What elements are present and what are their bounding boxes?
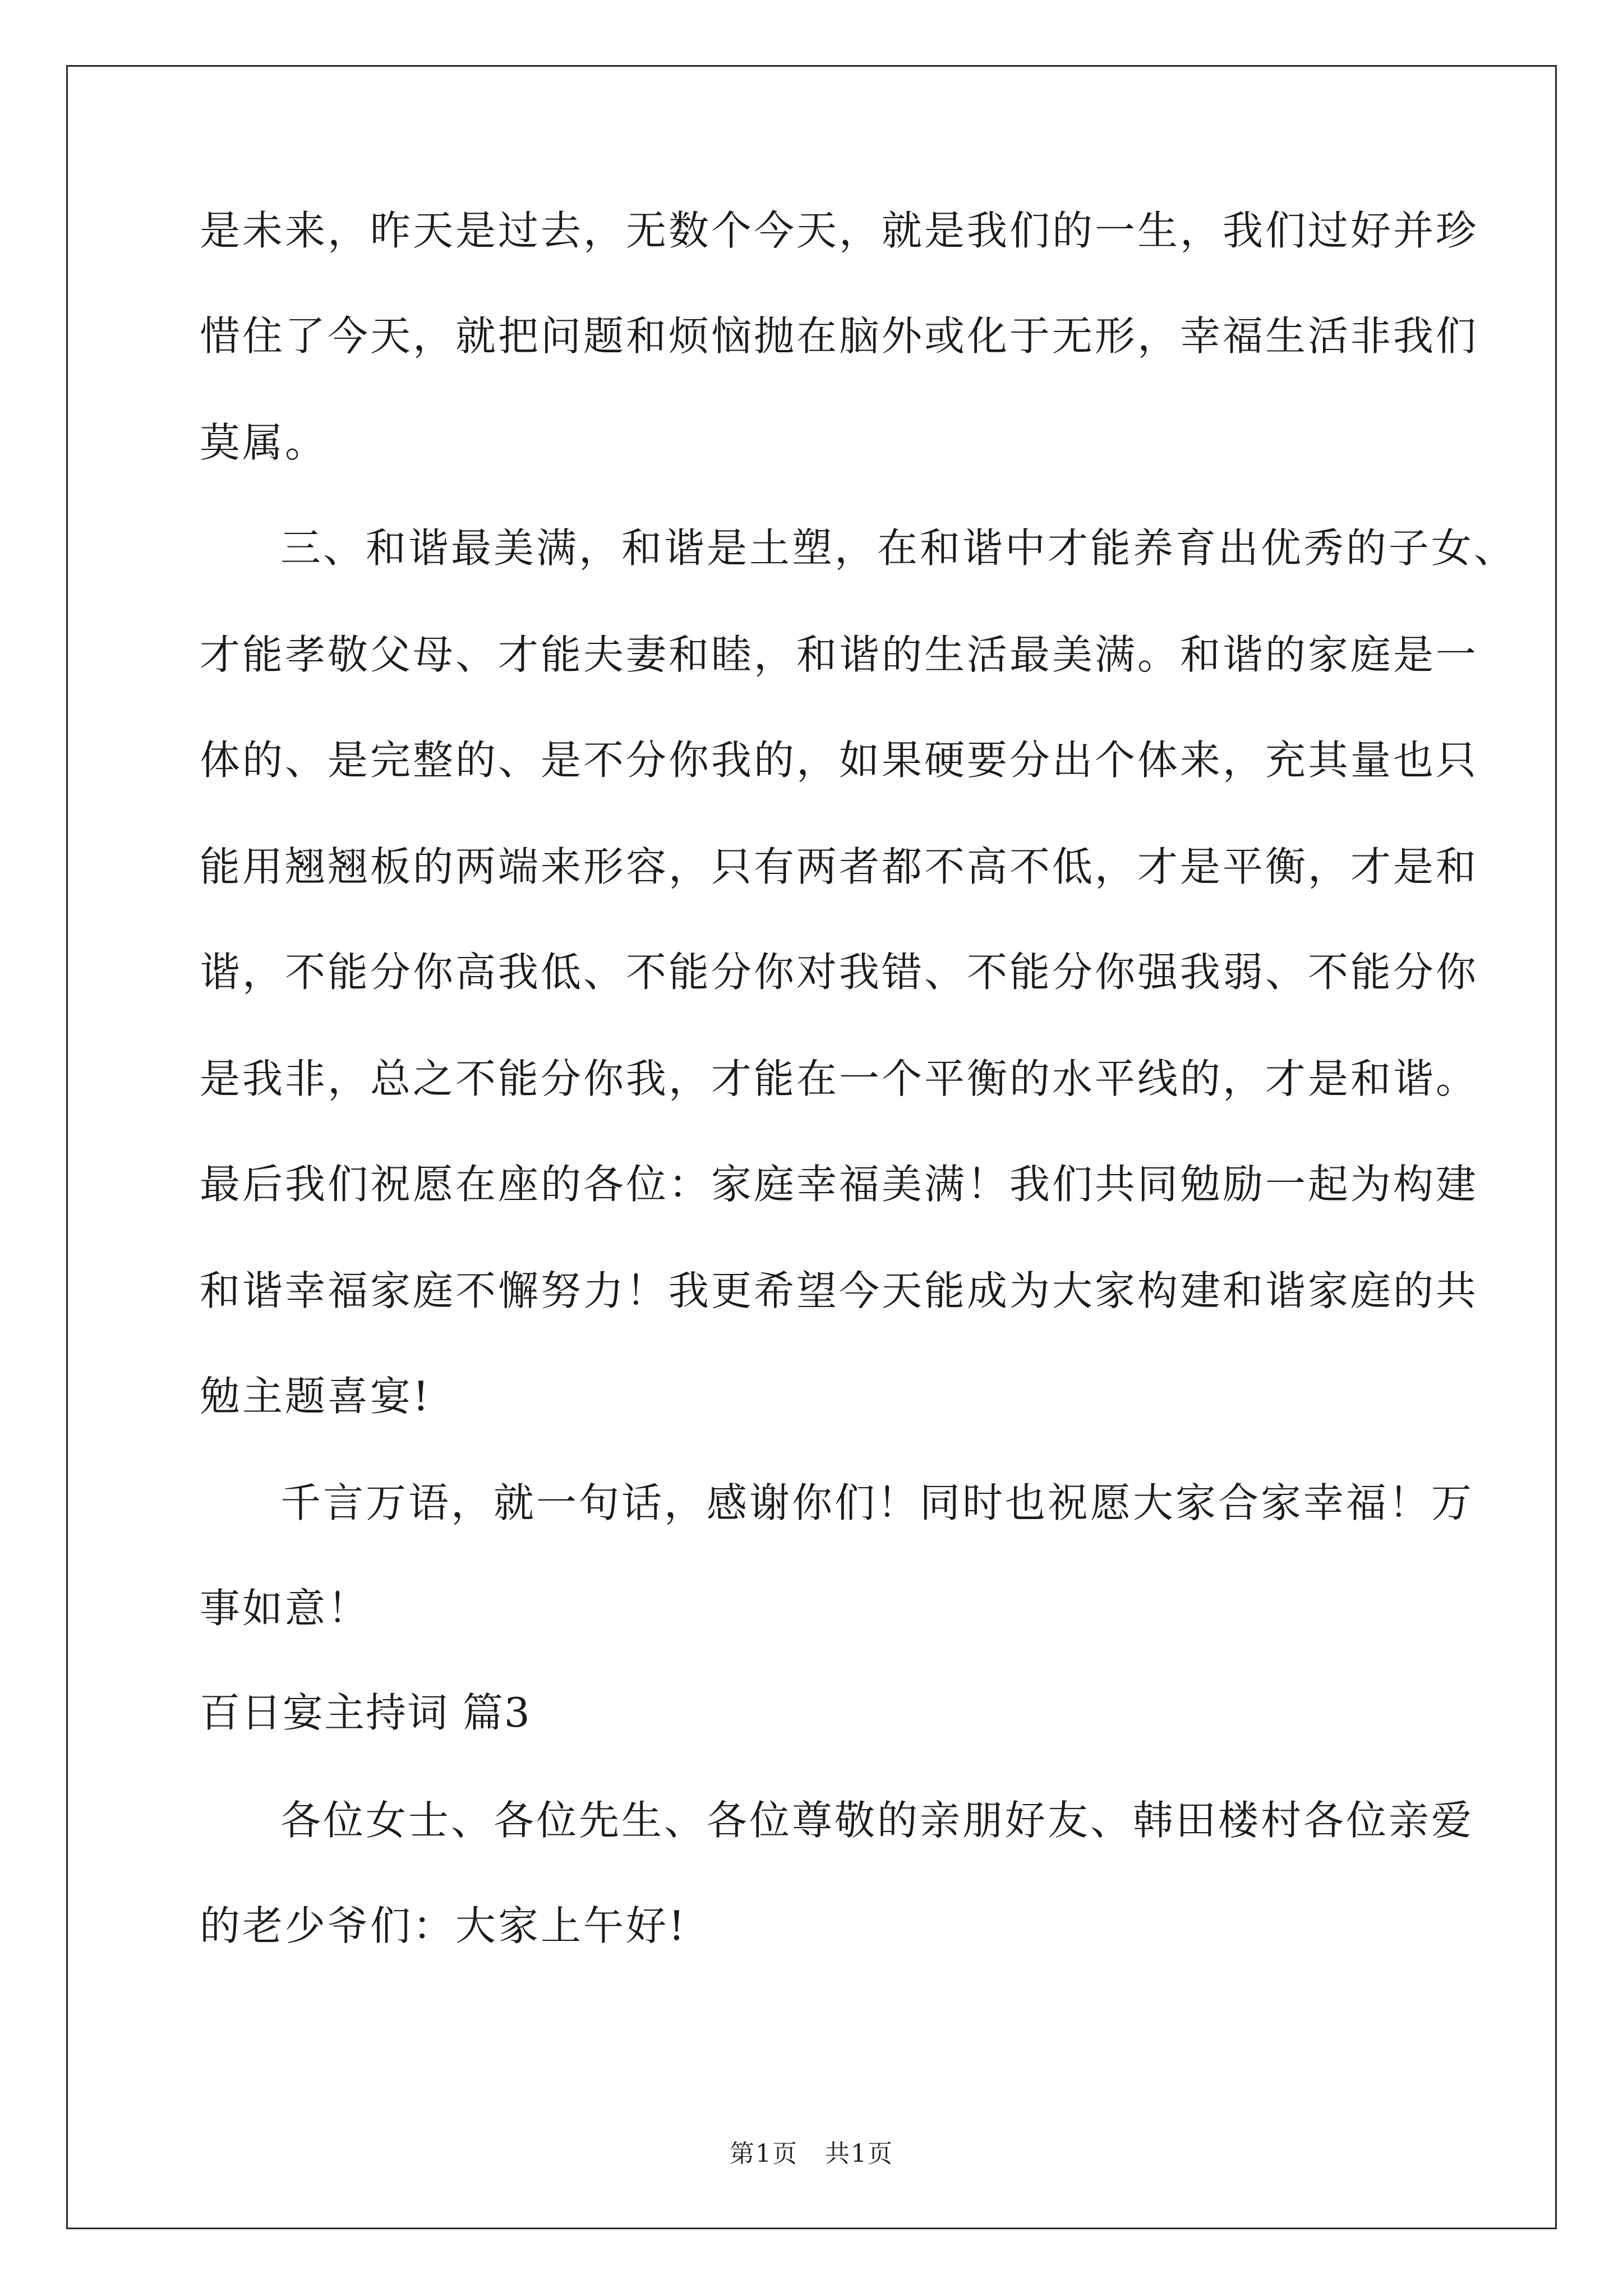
text-line: 谐，不能分你高我低、不能分你对我错、不能分你强我弱、不能分你 [200,949,1479,996]
text-line: 最后我们祝愿在座的各位：家庭幸福美满！我们共同勉励一起为构建 [200,1161,1479,1208]
text-line: 是我非，总之不能分你我，才能在一个平衡的水平线的，才是和谐。 [200,1055,1479,1102]
page-number: 第1页 [730,2139,798,2168]
text-line: 勉主题喜宴! [200,1373,431,1420]
text-line: 才能孝敬父母、才能夫妻和睦，和谐的生活最美满。和谐的家庭是一 [200,631,1479,678]
section-heading: 百日宴主持词 篇3 [200,1689,531,1736]
page-footer [0,2139,1623,2168]
page-count: 共1页 [825,2139,893,2168]
text-line: 能用翘翘板的两端来形容，只有两者都不高不低，才是平衡，才是和 [200,843,1479,890]
paragraph-start: 三、和谐最美满，和谐是土塑，在和谐中才能养育出优秀的子女、 [280,524,1517,572]
paragraph-start: 千言万语，就一句话，感谢你们！同时也祝愿大家合家幸福！万 [280,1479,1474,1526]
text-line: 体的、是完整的、是不分你我的，如果硬要分出个体来，充其量也只 [200,737,1479,784]
text-line: 是未来，昨天是过去，无数个今天，就是我们的一生，我们过好并珍 [200,207,1479,254]
paragraph-start: 各位女士、各位先生、各位尊敬的亲朋好友、韩田楼村各位亲爱 [280,1797,1474,1844]
text-line: 惜住了今天，就把问题和烦恼抛在脑外或化于无形，幸福生活非我们 [200,312,1479,360]
text-line: 的老少爷们：大家上午好! [200,1902,687,1949]
text-line: 莫属。 [200,419,328,466]
text-line: 事如意！ [200,1585,371,1632]
text-line: 和谐幸福家庭不懈努力！我更希望今天能成为大家构建和谐家庭的共 [200,1267,1479,1314]
